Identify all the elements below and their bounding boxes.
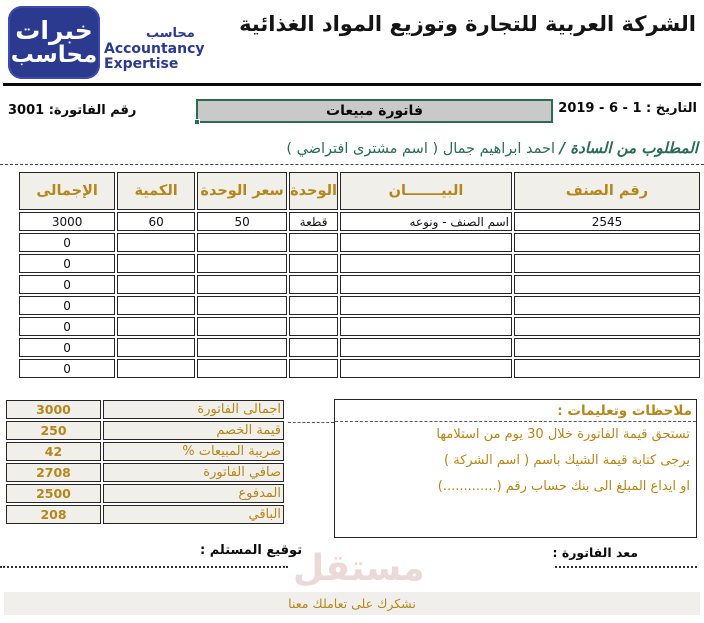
summary-label: الباقي — [103, 505, 284, 524]
cell-unit-price[interactable] — [197, 233, 287, 252]
summary-row-total — [6, 400, 284, 419]
logo-tagline-line2: Expertise — [104, 56, 179, 72]
table-row — [19, 233, 700, 252]
cell-item-no[interactable] — [514, 233, 700, 252]
summary-value[interactable]: 2708 — [6, 463, 101, 482]
cell-description[interactable] — [340, 275, 512, 294]
cell-description[interactable] — [340, 359, 512, 378]
cell-unit-price[interactable] — [197, 359, 287, 378]
company-logo — [8, 6, 100, 79]
company-title: الشركة العربية للتجارة وتوزيع المواد الغذائية — [239, 12, 696, 36]
col-header-unit: الوحدة — [289, 172, 338, 210]
cell-qty[interactable] — [117, 296, 195, 315]
items-table — [17, 170, 702, 380]
cell-description[interactable] — [340, 254, 512, 273]
cell-qty[interactable] — [117, 254, 195, 273]
col-header-description: البيـــــــان — [340, 172, 512, 210]
summary-label: صافي الفاتورة — [103, 463, 284, 482]
cell-description[interactable] — [340, 233, 512, 252]
cell-total[interactable]: 0 — [19, 317, 115, 336]
logo-tagline — [104, 42, 205, 72]
summary-value[interactable]: 42 — [6, 442, 101, 461]
table-row — [19, 212, 700, 231]
invoice-date: التاريخ : 1 - 6 - 2019 — [558, 101, 697, 116]
cell-unit[interactable] — [289, 296, 338, 315]
cell-description[interactable] — [340, 296, 512, 315]
summary-label: اجمالى الفاتورة — [103, 400, 284, 419]
cell-qty[interactable] — [117, 233, 195, 252]
cell-description[interactable]: اسم الصنف - ونوعه — [340, 212, 512, 231]
summary-label: المدفوع — [103, 484, 284, 503]
cell-description[interactable] — [340, 317, 512, 336]
cell-qty[interactable] — [117, 317, 195, 336]
summary-label: ضريبة المبيعات % — [103, 442, 284, 461]
cell-unit-price[interactable] — [197, 275, 287, 294]
summary-row-tax — [6, 442, 284, 461]
cell-qty[interactable] — [117, 338, 195, 357]
items-header-row — [19, 172, 700, 210]
table-row — [19, 254, 700, 273]
summary-value[interactable]: 208 — [6, 505, 101, 524]
cell-unit-price[interactable] — [197, 338, 287, 357]
cell-selection-handle[interactable] — [194, 119, 200, 125]
summary-value[interactable]: 3000 — [6, 400, 101, 419]
summary-row-net — [6, 463, 284, 482]
cell-total[interactable]: 0 — [19, 254, 115, 273]
summary-value[interactable]: 250 — [6, 421, 101, 440]
buyer-divider — [0, 164, 704, 165]
cell-total[interactable]: 0 — [19, 275, 115, 294]
logo-tagline-line1: Accountancy — [104, 41, 205, 57]
cell-total[interactable]: 0 — [19, 359, 115, 378]
summary-value[interactable]: 2500 — [6, 484, 101, 503]
cell-total[interactable]: 0 — [19, 233, 115, 252]
header-divider — [3, 83, 701, 86]
cell-qty[interactable] — [117, 275, 195, 294]
logo-text-line1: خبرات — [15, 16, 93, 46]
summary-label: قيمة الخصم — [103, 421, 284, 440]
mostaql-watermark: مستقل — [293, 548, 425, 589]
notes-box — [334, 399, 697, 538]
buyer-line — [286, 139, 698, 157]
col-header-total: الإجمالى — [19, 172, 115, 210]
cell-unit-price[interactable] — [197, 296, 287, 315]
notes-line-2: يرجى كتابة قيمة الشيك باسم ( اسم الشركة ) — [444, 453, 690, 468]
cell-unit[interactable] — [289, 317, 338, 336]
receiver-signature-line — [0, 566, 288, 568]
cell-item-no[interactable]: 2545 — [514, 212, 700, 231]
cell-description[interactable] — [340, 338, 512, 357]
col-header-qty: الكمية — [117, 172, 195, 210]
table-row — [19, 359, 700, 378]
invoice-number: رقم الفاتورة: 3001 — [8, 103, 137, 118]
col-header-unit-price: سعر الوحدة — [197, 172, 287, 210]
invoice-preparer-label: معد الفاتورة : — [552, 545, 638, 560]
thanks-message: نشكرك على تعاملك معنا — [4, 592, 700, 615]
cell-item-no[interactable] — [514, 254, 700, 273]
preparer-signature-line — [555, 566, 697, 568]
cell-unit-price[interactable]: 50 — [197, 212, 287, 231]
cell-unit[interactable]: قطعة — [289, 212, 338, 231]
cell-unit[interactable] — [289, 233, 338, 252]
summary-row-discount — [6, 421, 284, 440]
notes-divider-extension — [288, 422, 334, 423]
cell-item-no[interactable] — [514, 359, 700, 378]
buyer-name: احمد ابراهيم جمال ( اسم مشترى افتراضي ) — [286, 141, 555, 157]
summary-row-remaining — [6, 505, 284, 524]
table-row — [19, 296, 700, 315]
cell-total[interactable]: 0 — [19, 338, 115, 357]
cell-unit[interactable] — [289, 254, 338, 273]
cell-unit-price[interactable] — [197, 317, 287, 336]
cell-unit-price[interactable] — [197, 254, 287, 273]
logo-arabic-wordmark: محاسب — [146, 26, 195, 41]
table-row — [19, 275, 700, 294]
notes-line-3: او ايداع المبلغ الى بنك حساب رقم (.............) — [437, 479, 690, 494]
cell-total[interactable]: 3000 — [19, 212, 115, 231]
doc-type-cell[interactable]: فاتورة مبيعات — [196, 99, 553, 123]
cell-unit[interactable] — [289, 338, 338, 357]
cell-total[interactable]: 0 — [19, 296, 115, 315]
table-row — [19, 317, 700, 336]
col-header-item-no: رقم الصنف — [514, 172, 700, 210]
cell-item-no[interactable] — [514, 317, 700, 336]
table-row — [19, 338, 700, 357]
notes-title: ملاحظات وتعليمات : — [335, 400, 696, 422]
summary-row-paid — [6, 484, 284, 503]
cell-item-no[interactable] — [514, 296, 700, 315]
cell-unit[interactable] — [289, 359, 338, 378]
summary-table — [4, 398, 286, 526]
cell-item-no[interactable] — [514, 338, 700, 357]
buyer-label: المطلوب من السادة / — [559, 139, 698, 157]
cell-item-no[interactable] — [514, 275, 700, 294]
cell-qty[interactable] — [117, 359, 195, 378]
logo-text-line2: محاسب — [10, 41, 98, 68]
cell-qty[interactable]: 60 — [117, 212, 195, 231]
notes-line-1: تستحق قيمة الفاتورة خلال 30 يوم من استلامها — [436, 427, 690, 442]
cell-unit[interactable] — [289, 275, 338, 294]
receiver-signature-label: توقيع المستلم : — [200, 543, 303, 558]
